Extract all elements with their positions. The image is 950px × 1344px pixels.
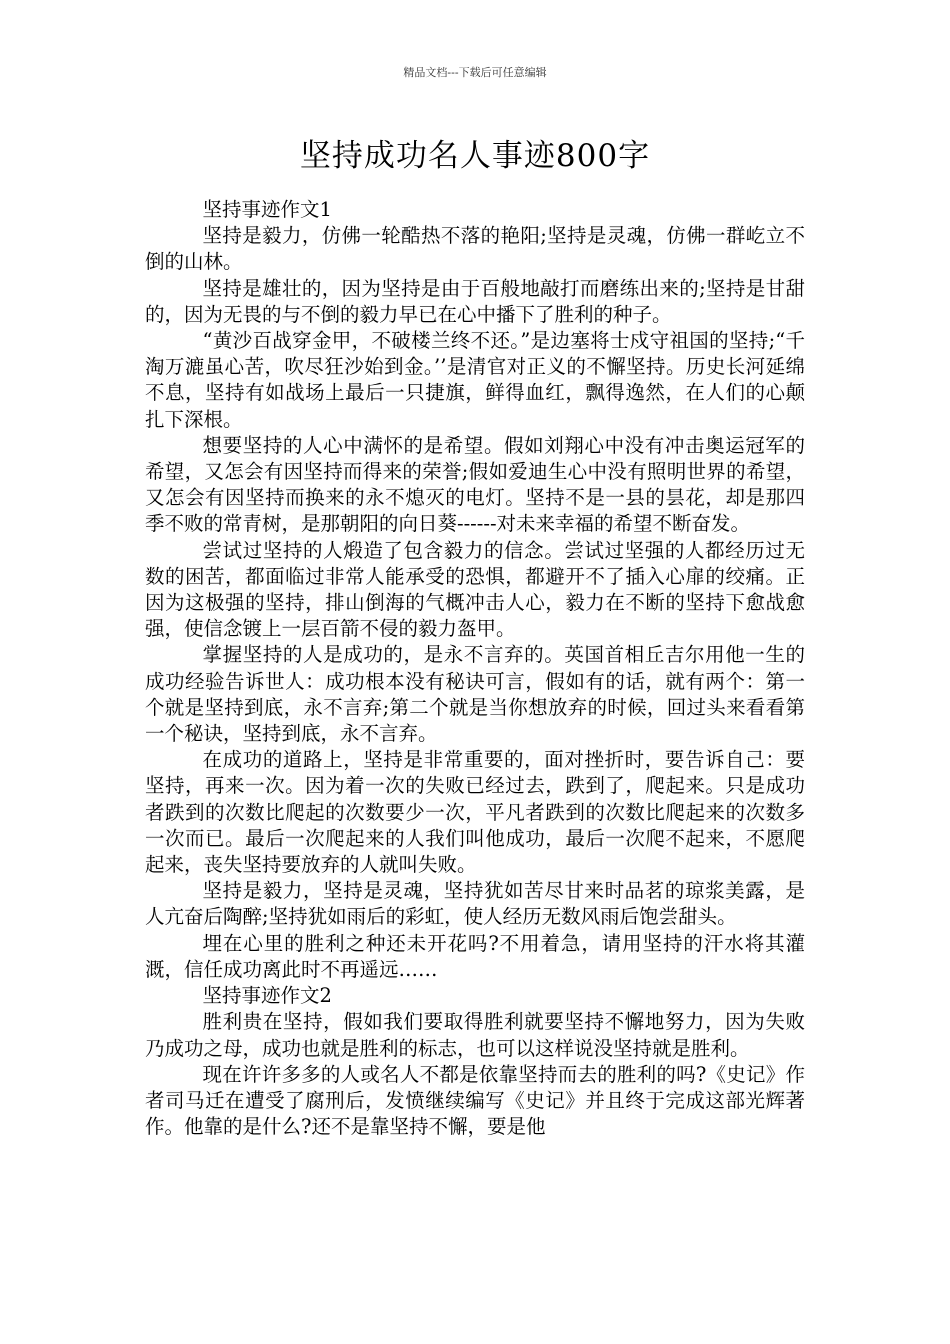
section-heading: 坚持事迹作文1 bbox=[202, 198, 332, 221]
header-note: 精品文档---下载后可任意编辑 bbox=[403, 66, 547, 79]
paragraph: 坚持是毅力，坚持是灵魂，坚持犹如苦尽甘来时品茗的琼浆美露，是人亢奋后陶醉;坚持犹如雨后的彩虹，使人经历无数风雨后饱尝甜头。 bbox=[145, 879, 805, 929]
section-heading: 坚持事迹作文2 bbox=[202, 984, 332, 1008]
paragraph: 尝试过坚持的人煅造了包含毅力的信念。尝试过坚强的人都经历过无数的困苦，都面临过非常人能承受的恐惧，都避开不了插入心扉的绞痛。正因为这极强的坚持，排山倒海的气概冲击人心，毅力在不断的坚持下愈战愈强，使信念镀上一层百箭不侵的毅力盔甲。 bbox=[145, 538, 805, 641]
paragraph: 想要坚持的人心中满怀的是希望。假如刘翔心中没有冲击奥运冠军的希望，又怎会有因坚持而得来的荣誉;假如爱迪生心中没有照明世界的希望，又怎会有因坚持而换来的永不熄灭的电灯。坚持不是一县的昙花，却是那四季不败的常青树，是那朝阳的向日葵------对未来幸福的希望不断奋发。 bbox=[145, 433, 805, 536]
paragraph: 胜利贵在坚持，假如我们要取得胜利就要坚持不懈地努力，因为失败乃成功之母，成功也就是胜利的标志，也可以这样说没坚持就是胜利。 bbox=[145, 1010, 805, 1060]
paragraph: 坚持是雄壮的，因为坚持是由于百般地敲打而磨练出来的;坚持是甘甜的，因为无畏的与不倒的毅力早已在心中播下了胜利的种子。 bbox=[145, 276, 805, 326]
paragraph: 在成功的道路上，坚持是非常重要的，面对挫折时，要告诉自己：要坚持，再来一次。因为着一次的失败已经过去，跌到了，爬起来。只是成功者跌到的次数比爬起的次数要少一次，平凡者跌到的次数比爬起来的次数多一次而已。最后一次爬起来的人我们叫他成功，最后一次爬不起来，不愿爬起来，丧失坚持要放弃的人就叫失败。 bbox=[145, 748, 805, 877]
document-body bbox=[145, 197, 805, 1140]
paragraph: “黄沙百战穿金甲，不破楼兰终不还。”是边塞将士戍守祖国的坚持;“千淘万漉虽心苦，吹尽狂沙始到金。’’是清官对正义的不懈坚持。历史长河延绵不息，坚持有如战场上最后一只捷旗，鲜得血红，飘得逸然，在人们的心颠扎下深根。 bbox=[145, 329, 805, 431]
paragraph: 掌握坚持的人是成功的，是永不言弃的。英国首相丘吉尔用他一生的成功经验告诉世人：成功根本没有秘诀可言，假如有的话，就有两个：第一个就是坚持到底，永不言弃;第二个就是当你想放弃的时候，回过头来看看第一个秘诀，坚持到底，永不言弃。 bbox=[145, 643, 805, 746]
paragraph: 埋在心里的胜利之种还未开花吗?不用着急，请用坚持的汗水将其灌溉，信任成功离此时不再遥远…… bbox=[145, 931, 805, 981]
document-title: 坚持成功名人事迹800字 bbox=[299, 138, 651, 174]
paragraph: 现在许许多多的人或名人不都是依靠坚持而去的胜利的吗?《史记》作者司马迁在遭受了腐刑后，发愤继续编写《史记》并且终于完成这部光辉著作。他靠的是什么?还不是靠坚持不懈，要是他 bbox=[145, 1062, 805, 1139]
paragraph: 坚持是毅力，仿佛一轮酷热不落的艳阳;坚持是灵魂，仿佛一群屹立不倒的山林。 bbox=[145, 224, 805, 274]
